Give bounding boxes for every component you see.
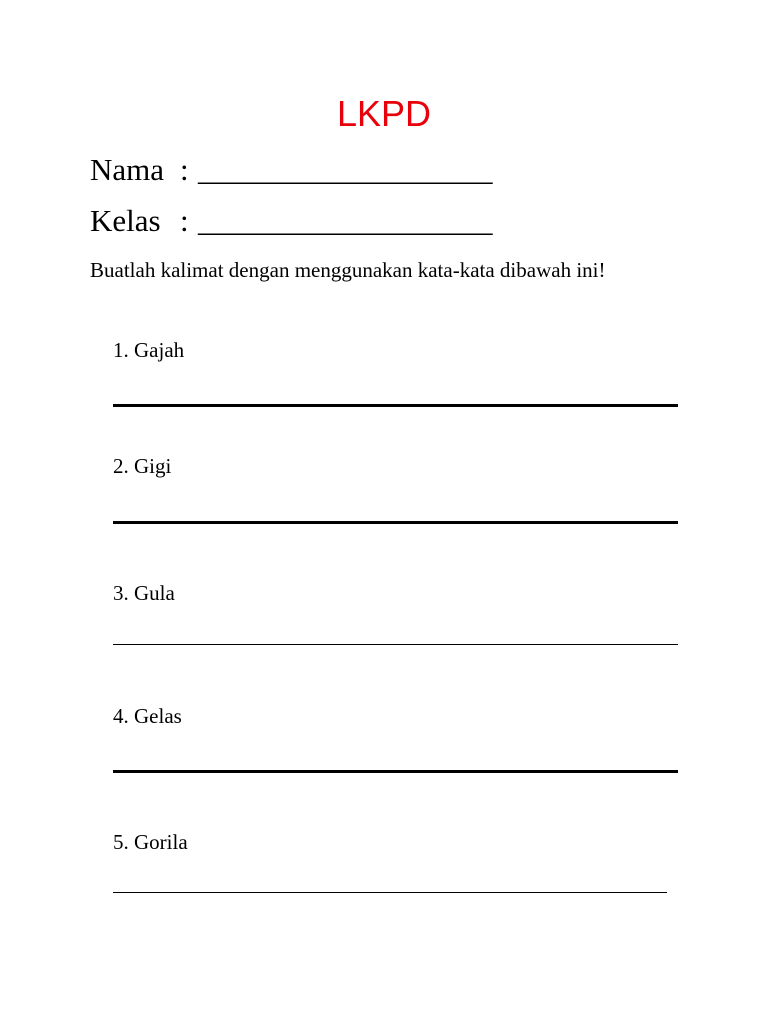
name-blank: ___________________ (198, 152, 493, 187)
name-colon: : (180, 152, 189, 187)
class-colon: : (180, 203, 189, 238)
name-label: Nama (90, 152, 165, 187)
answer-line-4 (113, 770, 678, 773)
name-field-row (90, 152, 493, 188)
class-label: Kelas (90, 203, 161, 238)
instruction-text: Buatlah kalimat dengan menggunakan kata-kata dibawah ini! (90, 258, 606, 282)
worksheet-title: LKPD (336, 93, 432, 134)
class-field-row (90, 203, 493, 239)
word-item-3: 3. Gula (113, 581, 175, 605)
answer-line-2 (113, 521, 678, 524)
word-item-5: 5. Gorila (113, 830, 188, 854)
class-blank: ___________________ (198, 203, 493, 238)
answer-line-5 (113, 892, 667, 893)
word-item-2: 2. Gigi (113, 454, 172, 478)
answer-line-1 (113, 404, 678, 407)
word-item-1: 1. Gajah (113, 338, 185, 362)
word-item-4: 4. Gelas (113, 704, 182, 728)
answer-line-3 (113, 644, 678, 645)
